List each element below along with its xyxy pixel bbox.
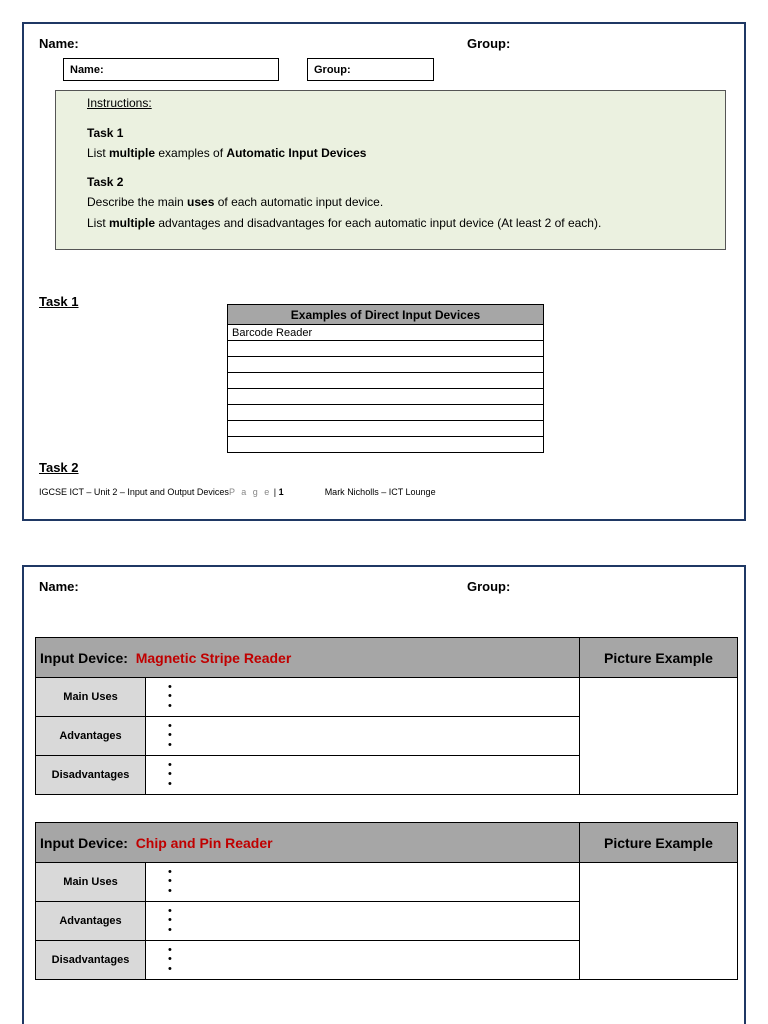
device-table-chip-and-pin bbox=[35, 822, 738, 980]
row-label-advantages: Advantages bbox=[36, 902, 146, 941]
group-label: Group: bbox=[467, 579, 511, 594]
instr-task1-text: List multiple examples of Automatic Input Devices bbox=[87, 146, 367, 160]
footer-author: Mark Nicholls – ICT Lounge bbox=[324, 487, 436, 497]
examples-table bbox=[227, 304, 544, 453]
device-header: Input Device: Magnetic Stripe Reader bbox=[36, 638, 580, 678]
picture-example-cell[interactable] bbox=[580, 863, 738, 980]
main-uses-cell[interactable] bbox=[146, 863, 580, 902]
row-label-main-uses: Main Uses bbox=[36, 678, 146, 717]
name-label: Name: bbox=[39, 36, 79, 51]
picture-example-cell[interactable] bbox=[580, 678, 738, 795]
examples-table-header: Examples of Direct Input Devices bbox=[228, 305, 544, 325]
worksheet-page-1 bbox=[22, 22, 746, 521]
footer-page-sep: | bbox=[271, 487, 279, 497]
name-field[interactable] bbox=[63, 58, 279, 81]
table-row[interactable] bbox=[228, 421, 544, 437]
row-label-advantages: Advantages bbox=[36, 717, 146, 756]
instr-task2-title: Task 2 bbox=[87, 175, 124, 189]
row-label-disadvantages: Disadvantages bbox=[36, 941, 146, 980]
worksheet-page-2 bbox=[22, 565, 746, 1024]
table-row[interactable] bbox=[228, 389, 544, 405]
main-uses-cell[interactable] bbox=[146, 678, 580, 717]
device-name: Magnetic Stripe Reader bbox=[135, 649, 292, 666]
device-table-magnetic-stripe bbox=[35, 637, 738, 795]
footer-page-number: 1 bbox=[278, 487, 284, 497]
instr-task2-text1: Describe the main uses of each automatic input device. bbox=[87, 195, 384, 209]
disadvantages-cell[interactable] bbox=[146, 756, 580, 795]
instructions-box bbox=[55, 90, 726, 250]
group-field-label: Group: bbox=[314, 64, 351, 76]
name-field-label: Name: bbox=[70, 64, 104, 76]
table-row[interactable] bbox=[228, 357, 544, 373]
device-header: Input Device: Chip and Pin Reader bbox=[36, 823, 580, 863]
table-row[interactable]: Barcode Reader bbox=[228, 325, 544, 341]
table-row[interactable] bbox=[228, 373, 544, 389]
table-row[interactable] bbox=[228, 341, 544, 357]
instr-task2-text2: List multiple advantages and disadvantages for each automatic input device (At least 2 of each). bbox=[87, 216, 602, 230]
picture-example-header: Picture Example bbox=[580, 823, 738, 863]
advantages-cell[interactable] bbox=[146, 717, 580, 756]
footer-course: IGCSE ICT – Unit 2 – Input and Output Devices bbox=[39, 487, 229, 497]
device-name: Chip and Pin Reader bbox=[135, 834, 273, 851]
picture-example-header: Picture Example bbox=[580, 638, 738, 678]
table-row[interactable] bbox=[228, 405, 544, 421]
task1-heading: Task 1 bbox=[39, 294, 79, 309]
task2-heading: Task 2 bbox=[39, 460, 79, 475]
advantages-cell[interactable] bbox=[146, 902, 580, 941]
footer-page-word: P a g e bbox=[228, 487, 272, 497]
table-row[interactable] bbox=[228, 437, 544, 453]
row-label-disadvantages: Disadvantages bbox=[36, 756, 146, 795]
page-footer bbox=[39, 487, 436, 497]
group-label: Group: bbox=[467, 36, 511, 51]
row-label-main-uses: Main Uses bbox=[36, 863, 146, 902]
group-field[interactable] bbox=[307, 58, 434, 81]
instructions-heading: Instructions: bbox=[87, 96, 152, 110]
name-label: Name: bbox=[39, 579, 79, 594]
instr-task1-title: Task 1 bbox=[87, 126, 124, 140]
disadvantages-cell[interactable] bbox=[146, 941, 580, 980]
